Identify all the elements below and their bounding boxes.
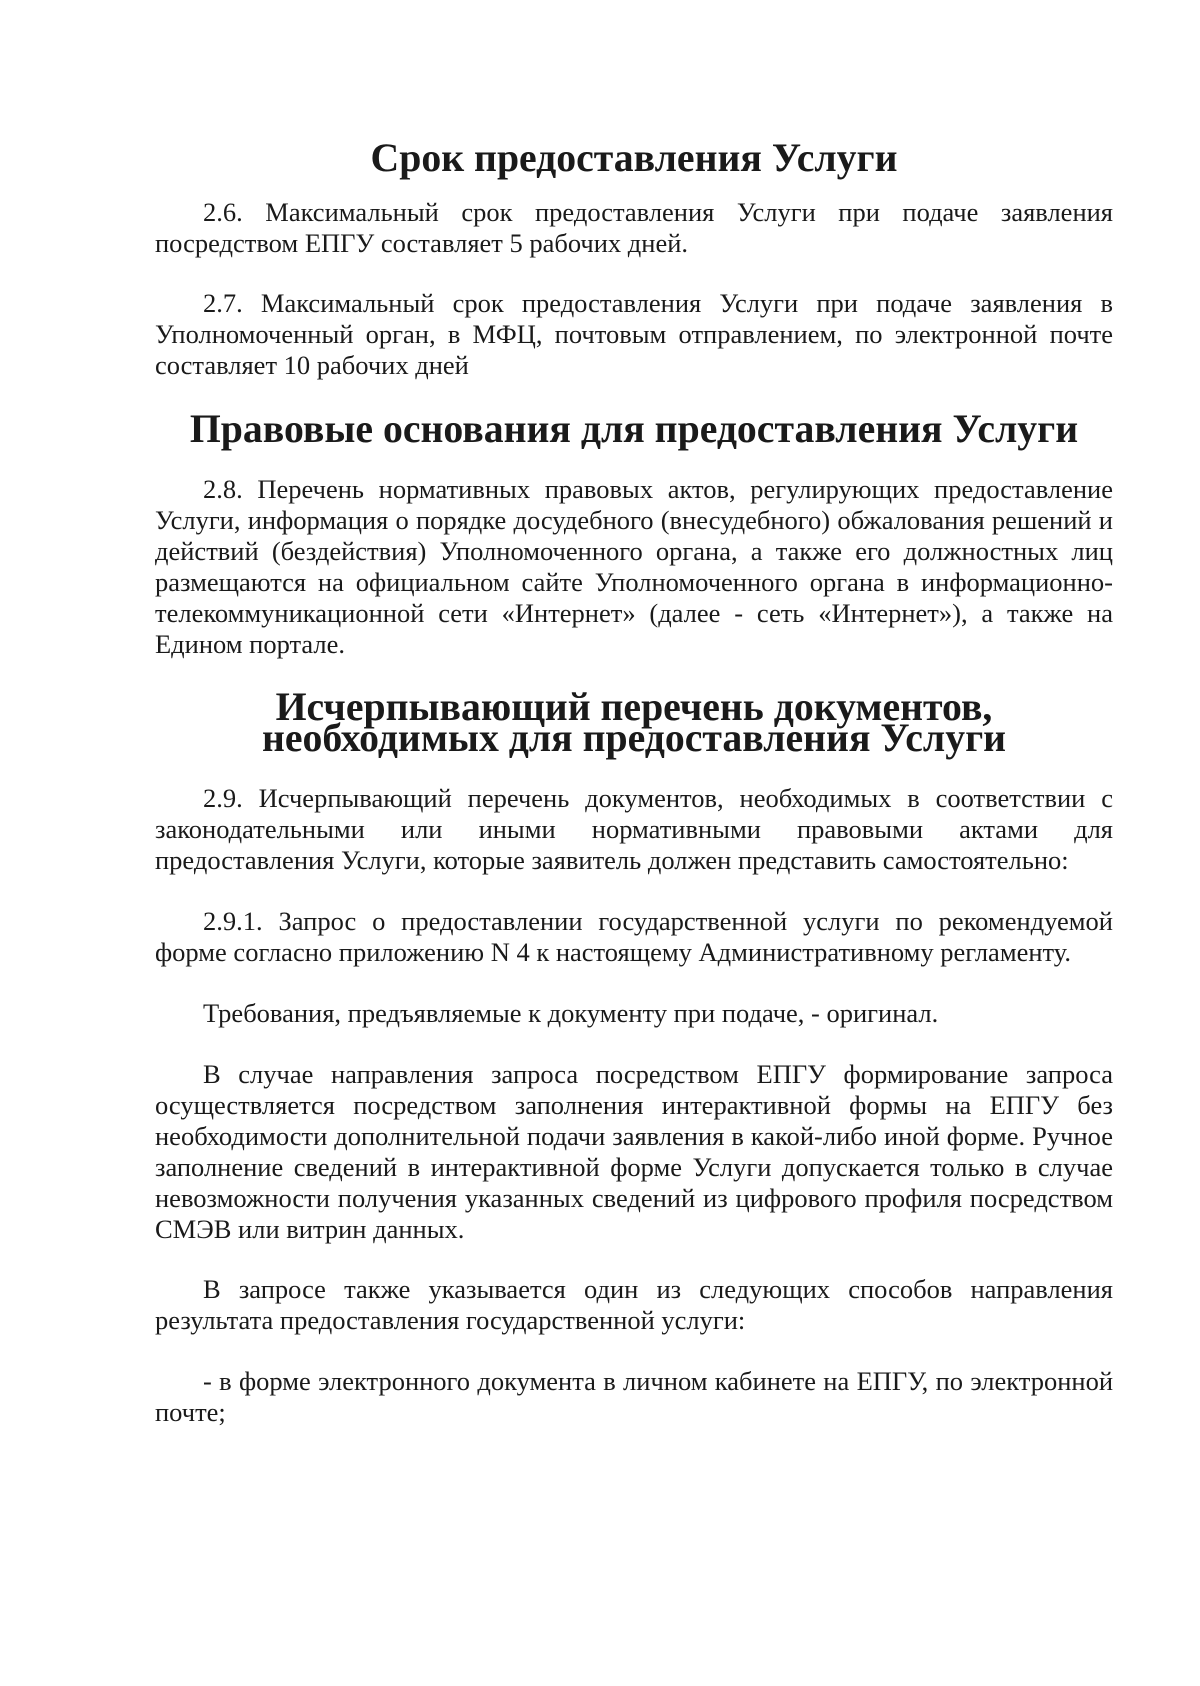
paragraph-2-9: 2.9. Исчерпывающий перечень документов, необходимых в соответствии с законодательными или иными нормативными правовыми актами для предоставления Услуги, которые заявитель должен представить самостоятельно: bbox=[155, 783, 1113, 875]
paragraph-2-9-1: 2.9.1. Запрос о предоставлении государственной услуги по рекомендуемой форме согласно приложению N 4 к настоящему Административному регламенту. bbox=[155, 906, 1113, 967]
paragraph-2-8: 2.8. Перечень нормативных правовых актов, регулирующих предоставление Услуги, информация о порядке досудебного (внесудебного) обжалования решений и действий (бездействия) Уполномоченного органа, а также его должностных лиц размещаются на официальном сайте Уполномоченного органа в информационно-телекоммуникационной сети «Интернет» (далее - сеть «Интернет»), а также на Едином портале. bbox=[155, 474, 1113, 659]
paragraph-2-7: 2.7. Максимальный срок предоставления Услуги при подаче заявления в Уполномоченный орган, в МФЦ, почтовым отправлением, по электронной почте составляет 10 рабочих дней bbox=[155, 288, 1113, 380]
paragraph-requirements: Требования, предъявляемые к документу при подаче, - оригинал. bbox=[203, 998, 939, 1028]
section-heading-legal-basis: Правовые основания для предоставления Услуги bbox=[189, 407, 1079, 451]
paragraph-result-methods: В запросе также указывается один из следующих способов направления результата предоставления государственной услуги: bbox=[155, 1274, 1113, 1335]
section-heading-documents-list bbox=[155, 685, 1113, 760]
heading-line-1: Исчерпывающий перечень документов, bbox=[275, 685, 993, 729]
section-heading-term: Срок предоставления Услуги bbox=[370, 136, 898, 180]
paragraph-2-6: 2.6. Максимальный срок предоставления Услуги при подаче заявления посредством ЕПГУ составляет 5 рабочих дней. bbox=[155, 197, 1113, 258]
heading-line-2: необходимых для предоставления Услуги bbox=[261, 716, 1007, 760]
list-item-electronic-document: - в форме электронного документа в личном кабинете на ЕПГУ, по электронной почте; bbox=[155, 1366, 1113, 1427]
paragraph-epgu-request: В случае направления запроса посредством ЕПГУ формирование запроса осуществляется посредством заполнения интерактивной формы на ЕПГУ без необходимости дополнительной подачи заявления в какой-либо иной форме. Ручное заполнение сведений в интерактивной форме Услуги допускается только в случае невозможности получения указанных сведений из цифрового профиля посредством СМЭВ или витрин данных. bbox=[155, 1059, 1113, 1244]
